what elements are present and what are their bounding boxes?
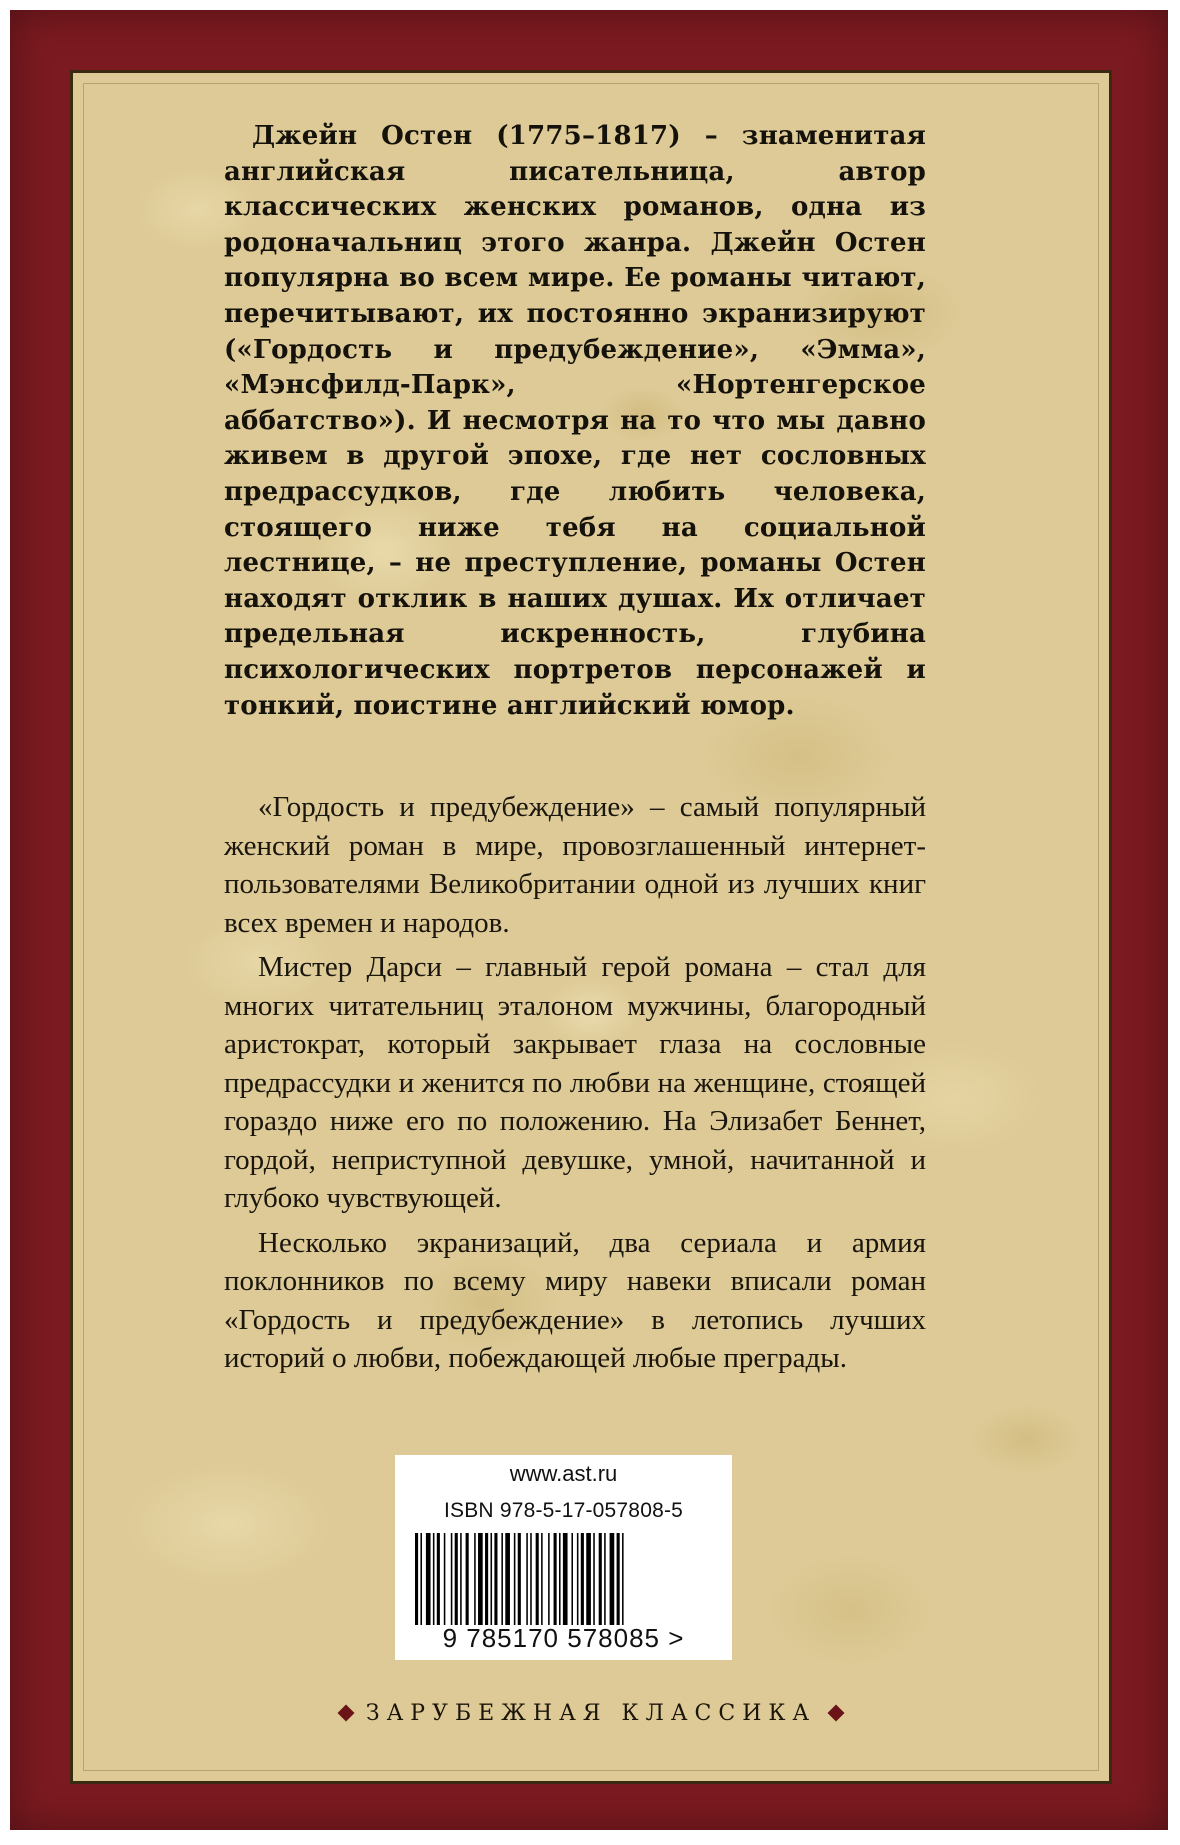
parchment-panel [70,70,1112,1784]
author-intro-paragraph: Джейн Остен (1775–1817) – знаменитая английская писательница, автор классических женских романов, одна из родоначальниц этого жанра. Джейн Остен популярна во всем мире. Ее романы читают, перечитывают, их постоянно экранизируют («Гордость и предубеждение», «Эмма», «Мэнсфилд-Парк», «Нортенгерское аббатство»). И несмотря на то что мы давно живем в другой эпохе, где нет сословных предрассудков, где любить человека, стоящего ниже тебя на социальной лестнице, – не преступление, романы Остен находят отклик в наших душах. Их отличает предельная искренность, глубина психологических портретов персонажей и тонкий, поистине английский юмор. [224,121,926,721]
description-paragraph: «Гордость и предубеждение» – самый популярный женский роман в мире, провозглашенный интернет-пользователями Великобритании одной из лучших книг всех времен и народов. [224,791,926,939]
series-banner [73,1701,1109,1726]
isbn-number: ISBN 978-5-17-057808-5 [443,1499,684,1522]
ornament-right-icon [828,1705,845,1722]
book-back-cover [10,10,1168,1830]
barcode-digits: 9 785170 578085 > [442,1623,685,1653]
author-intro [224,119,926,724]
publisher-website: www.ast.ru [509,1461,618,1486]
description-paragraph: Мистер Дарси – главный герой романа – стал для многих читательниц эталоном мужчины, благородный аристократ, который закрывает глаза на сословные предрассудки и женится по любви на женщине, стоящей гораздо ниже его по положению. На Элизабет Беннет, гордой, неприступной девушке, умной, начитанной и глубоко чувствующей. [224,951,926,1214]
barcode-label [395,1455,732,1660]
barcode-icon [415,1533,691,1625]
series-name: ЗАРУБЕЖНАЯ КЛАССИКА [365,1701,817,1726]
book-description [224,788,926,1384]
description-paragraph: Несколько экранизаций, два сериала и армия поклонников по всему миру навеки вписали роман «Гордость и предубеждение» в летопись лучших историй о любви, побеждающей любые преграды. [224,1226,926,1374]
ornament-left-icon [337,1705,354,1722]
